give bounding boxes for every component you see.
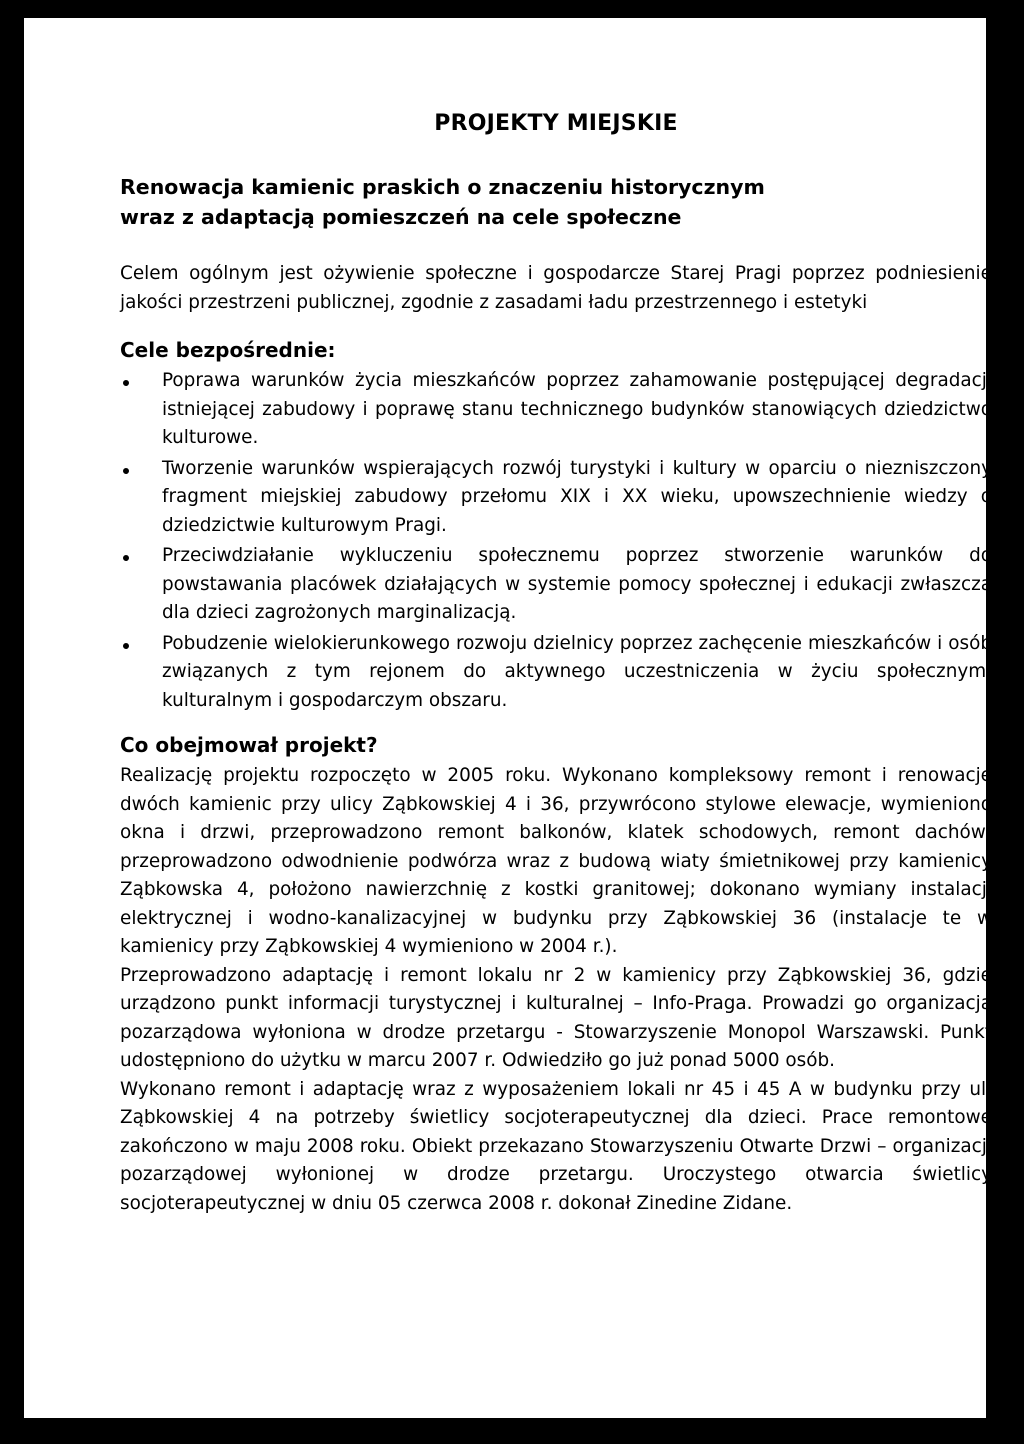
project-title-line-1: Renowacja kamienic praskich o znaczeniu historycznym — [120, 175, 765, 199]
project-scope-paragraph: Wykonano remont i adaptację wraz z wyposażeniem lokali nr 45 i 45 A w budynku przy ul. Ząbkowskiej 4 na potrzeby świetlicy socjoterapeutycznej dla dzieci. Prace remontowe zakończono w maju 2008 roku. Obiekt przekazano Stowarzyszeniu Otwarte Drzwi – organizacji pozarządowej wyłonionej w drodze przetargu. Uroczystego otwarcia świetlicy socjoterapeutycznej w dniu 05 czerwca 2008 r. dokonał Zinedine Zidane. — [120, 1078, 992, 1214]
bullet-icon — [123, 380, 129, 386]
document-title: PROJEKTY MIEJSKIE — [434, 111, 678, 136]
direct-goal-item — [120, 630, 992, 716]
direct-goal-item — [120, 367, 992, 453]
project-scope-paragraph: Realizację projektu rozpoczęto w 2005 roku. Wykonano kompleksowy remont i renowację dwóch kamienic przy ulicy Ząbkowskiej 4 i 36, przywrócono stylowe elewacje, wymieniono okna i drzwi, przeprowadzono remont balkonów, klatek schodowych, remont dachów; przeprowadzono odwodnienie podwórza wraz z budową wiaty śmietnikowej przy kamienicy Ząbkowska 4, położono nawierzchnię z kostki granitowej; dokonano wymiany instalacji elektrycznej i wodno-kanalizacyjnej w budynku przy Ząbkowskiej 36 (instalacje te w kamienicy przy Ząbkowskiej 4 wymieniono w 2004 r.). — [120, 765, 992, 957]
document-content — [120, 110, 992, 1218]
direct-goal-item — [120, 542, 992, 628]
direct-goal-text: Tworzenie warunków wspierających rozwój turystyki i kultury w oparciu o niezniszczony fragment miejskiej zabudowy przełomu XIX i XX wieku, upowszechnienie wiedzy o dziedzictwie kulturowym Pragi. — [162, 457, 992, 536]
document-page — [24, 18, 992, 1418]
bullet-icon — [123, 468, 129, 474]
direct-goal-text: Poprawa warunków życia mieszkańców poprzez zahamowanie postępującej degradacji istniejącej zabudowy i poprawę stanu technicznego budynków stanowiących dziedzictwo kulturowe. — [162, 370, 992, 448]
project-title — [120, 172, 992, 232]
bullet-icon — [123, 555, 129, 561]
direct-goal-text: Pobudzenie wielokierunkowego rozwoju dzielnicy poprzez zachęcenie mieszkańców i osób związanych z tym rejonem do aktywnego uczestniczenia w życiu społecznym, kulturalnym i gospodarczym obszaru. — [162, 632, 992, 711]
project-scope-heading: Co obejmował projekt? — [120, 733, 378, 757]
project-title-line-2: wraz z adaptacją pomieszczeń na cele społeczne — [120, 205, 682, 229]
direct-goals-heading: Cele bezpośrednie: — [120, 338, 336, 362]
bullet-icon — [123, 643, 129, 649]
direct-goals-list — [120, 367, 992, 715]
direct-goal-item — [120, 455, 992, 541]
direct-goal-text: Przeciwdziałanie wykluczeniu społecznemu poprzez stworzenie warunków do powstawania placówek działających w systemie pomocy społecznej i edukacji zwłaszcza dla dzieci zagrożonych marginalizacją. — [162, 545, 992, 623]
project-scope-paragraph: Przeprowadzono adaptację i remont lokalu nr 2 w kamienicy przy Ząbkowskiej 36, gdzie urządzono punkt informacji turystycznej i kulturalnej – Info-Praga. Prowadzi go organizacja pozarządowa wyłoniona w drodze przetargu - Stowarzyszenie Monopol Warszawski. Punkt udostępniono do użytku w marcu 2007 r. Odwiedziło go już ponad 5000 osób. — [120, 964, 992, 1071]
general-goal-paragraph: Celem ogólnym jest ożywienie społeczne i gospodarcze Starej Pragi poprzez podniesienie jakości przestrzeni publicznej, zgodnie z zasadami ładu przestrzennego i estetyki — [120, 263, 992, 313]
